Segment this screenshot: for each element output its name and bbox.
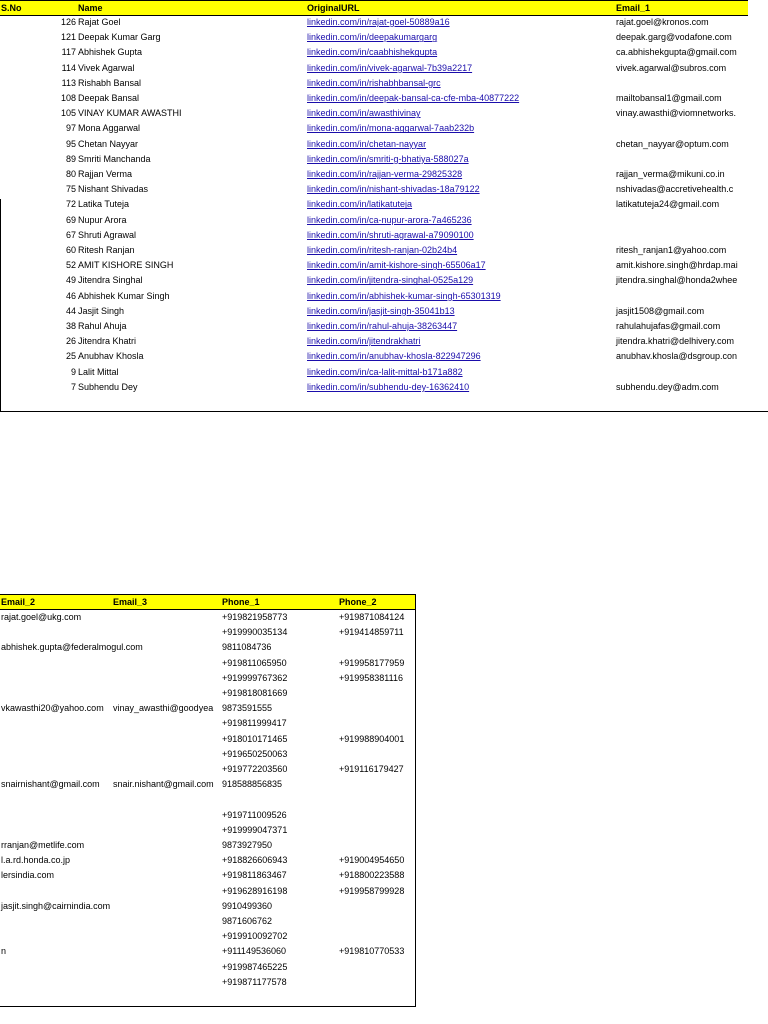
cell-name: Anubhav Khosla [78, 351, 144, 362]
cell-name: Deepak Kumar Garg [78, 32, 161, 43]
header-email-1: Email_1 [616, 3, 651, 13]
cell-phone-2: +919988904001 [339, 733, 405, 744]
cell-linkedin-link[interactable]: linkedin.com/in/jitendra-singhal-0525a129 [307, 275, 474, 286]
cell-linkedin-link[interactable]: linkedin.com/in/subhendu-dey-16362410 [307, 381, 470, 392]
cell-email-2: vkawasthi20@yahoo.com [1, 703, 104, 714]
cell-name: Rahul Ahuja [78, 321, 127, 331]
cell-phone-1: +919711009526 [222, 809, 287, 820]
cell-name: Ritesh Ranjan [78, 245, 135, 255]
cell-phone-1: +919811065950 [222, 657, 287, 668]
cell-name: Abhishek Gupta [78, 47, 143, 58]
cell-linkedin-link[interactable]: linkedin.com/in/deepak-bansal-ca-cfe-mba-40877222 [307, 93, 520, 103]
cell-email-2: n [1, 946, 7, 957]
header-phone-2: Phone_2 [339, 597, 377, 607]
cell-sno: 126 [60, 17, 76, 27]
cell-email-1: rajat.goel@kronos.com [616, 17, 709, 27]
cell-name: Deepak Bansal [78, 93, 140, 103]
cell-sno: 60 [65, 245, 76, 255]
cell-sno: 38 [65, 321, 76, 331]
cell-linkedin-link[interactable]: linkedin.com/in/mona-aggarwal-7aab232b [307, 123, 475, 134]
cell-sno: 80 [65, 169, 76, 179]
cell-sno: 49 [65, 275, 76, 286]
cell-email-1: subhendu.dey@adm.com [616, 381, 719, 392]
cell-phone-1: +918010171465 [222, 733, 288, 744]
cell-phone-1: +919871177578 [222, 976, 287, 987]
cell-sno: 26 [65, 336, 76, 347]
cell-email-2: jasjit.singh@cairnindia.com [1, 900, 111, 911]
cell-phone-1: +919811999417 [222, 718, 287, 729]
cell-name: Subhendu Dey [78, 381, 138, 392]
cell-phone-1: +919772203560 [222, 764, 288, 774]
cell-linkedin-link[interactable]: linkedin.com/in/ca-lalit-mittal-b171a882 [307, 366, 463, 377]
cell-linkedin-link[interactable]: linkedin.com/in/caabhishekgupta [307, 47, 438, 58]
cell-phone-1: +919987465225 [222, 961, 288, 972]
cell-email-1: mailtobansal1@gmail.com [616, 93, 722, 103]
cell-email-1: rahulahujafas@gmail.com [616, 321, 721, 331]
cell-email-1: ritesh_ranjan1@yahoo.com [616, 245, 727, 255]
cell-name: Chetan Nayyar [78, 138, 139, 149]
page1-header-row [0, 0, 748, 16]
sheet-page-2 [0, 594, 416, 1006]
cell-sno: 97 [65, 123, 76, 134]
cell-name: Vivek Agarwal [78, 62, 135, 73]
header-original-url: OriginalURL [307, 3, 360, 13]
cell-email-2: rranjan@metlife.com [1, 840, 85, 850]
cell-email-1: jitendra.khatri@delhivery.com [616, 336, 735, 347]
cell-linkedin-link[interactable]: linkedin.com/in/nishant-shivadas-18a79122 [307, 184, 480, 195]
cell-sno: 25 [65, 351, 76, 362]
cell-phone-2: +919958177959 [339, 657, 405, 668]
cell-sno: 9 [70, 366, 76, 377]
cell-phone-1: +919650250063 [222, 748, 288, 759]
sheet-page-1 [0, 0, 768, 412]
cell-phone-1: +919999767362 [222, 672, 288, 683]
cell-name: Mona Aggarwal [78, 123, 141, 134]
cell-linkedin-link[interactable]: linkedin.com/in/rahul-ahuja-38263447 [307, 321, 458, 331]
cell-phone-1: 9910499360 [222, 900, 273, 911]
cell-name: Rajjan Verma [78, 169, 133, 179]
cell-email-1: amit.kishore.singh@hrdap.mai [616, 260, 738, 271]
cell-email-1: vinay.awasthi@viomnetworks. [616, 108, 737, 119]
cell-name: Jasjit Singh [78, 305, 125, 316]
cell-phone-1: 9871606762 [222, 916, 273, 926]
cell-sno: 95 [65, 138, 76, 149]
cell-linkedin-link[interactable]: linkedin.com/in/anubhav-khosla-822947296 [307, 351, 481, 362]
cell-name: Shruti Agrawal [78, 229, 137, 240]
cell-phone-2: +919871084124 [339, 612, 405, 622]
cell-phone-2: +918800223588 [339, 870, 405, 881]
header-name: Name [78, 3, 103, 13]
cell-sno: 72 [65, 199, 76, 210]
cell-name: Rajat Goel [78, 17, 121, 27]
cell-sno: 69 [65, 214, 76, 225]
cell-phone-2: +919958799928 [339, 885, 405, 896]
cell-name: VINAY KUMAR AWASTHI [78, 108, 182, 119]
header-phone-1: Phone_1 [222, 597, 260, 607]
cell-sno: 46 [65, 290, 76, 301]
cell-phone-1: +919821958773 [222, 612, 288, 622]
cell-email-2: abhishek.gupta@federalmogul.com [1, 642, 143, 653]
cell-name: Lalit Mittal [78, 366, 119, 377]
cell-sno: 75 [65, 184, 76, 195]
cell-name: Rishabh Bansal [78, 77, 142, 88]
cell-linkedin-link[interactable]: linkedin.com/in/jitendrakhatri [307, 336, 421, 347]
cell-phone-1: +919910092702 [222, 931, 288, 942]
cell-linkedin-link[interactable]: linkedin.com/in/abhishek-kumar-singh-65301319 [307, 290, 501, 301]
cell-phone-2: +919004954650 [339, 855, 405, 866]
page2-header-row [0, 594, 416, 610]
cell-name: Jitendra Khatri [78, 336, 137, 347]
cell-email-1: jasjit1508@gmail.com [616, 305, 705, 316]
header-email-2: Email_2 [1, 597, 36, 607]
cell-phone-1: +919628916198 [222, 885, 288, 896]
cell-sno: 52 [65, 260, 76, 271]
cell-linkedin-link[interactable]: linkedin.com/in/rajat-goel-50889a16 [307, 17, 450, 27]
cell-name: Nupur Arora [78, 214, 127, 225]
cell-sno: 108 [60, 93, 76, 103]
cell-phone-2: +919116179427 [339, 764, 404, 774]
cell-phone-2: +919810770533 [339, 946, 405, 957]
cell-email-1: deepak.garg@vodafone.com [616, 32, 732, 43]
cell-email-1: jitendra.singhal@honda2whee [616, 275, 738, 286]
cell-email-1: nshivadas@accretivehealth.c [616, 184, 734, 195]
cell-name: AMIT KISHORE SINGH [78, 260, 174, 271]
cell-name: Jitendra Singhal [78, 275, 143, 286]
cell-email-2: rajat.goel@ukg.com [1, 612, 82, 622]
cell-sno: 89 [65, 153, 76, 164]
cell-phone-1: +919999047371 [222, 824, 288, 835]
cell-email-2: l.a.rd.honda.co.jp [1, 855, 71, 866]
cell-linkedin-link[interactable]: linkedin.com/in/awasthivinay [307, 108, 421, 119]
cell-email-3: vinay_awasthi@goodyea [113, 703, 214, 714]
cell-phone-1: +918826606943 [222, 855, 288, 866]
cell-phone-1: 918588856835 [222, 779, 283, 790]
cell-linkedin-link[interactable]: linkedin.com/in/ca-nupur-arora-7a465236 [307, 214, 472, 225]
cell-email-1: chetan_nayyar@optum.com [616, 138, 729, 149]
cell-email-1: vivek.agarwal@subros.com [616, 62, 727, 73]
cell-phone-1: 9873591555 [222, 703, 273, 714]
cell-linkedin-link[interactable]: linkedin.com/in/chetan-nayyar [307, 138, 427, 149]
cell-sno: 105 [60, 108, 76, 119]
cell-sno: 121 [60, 32, 76, 43]
header-sno: S.No [1, 3, 22, 13]
cell-phone-1: +919811863467 [222, 870, 287, 881]
cell-name: Nishant Shivadas [78, 184, 149, 195]
cell-sno: 113 [61, 77, 76, 88]
cell-email-3: snair.nishant@gmail.com [113, 779, 214, 790]
header-email-3: Email_3 [113, 597, 148, 607]
cell-name: Abhishek Kumar Singh [78, 290, 170, 301]
cell-linkedin-link[interactable]: linkedin.com/in/vivek-agarwal-7b39a2217 [307, 62, 473, 73]
cell-email-1: ca.abhishekgupta@gmail.com [616, 47, 737, 58]
cell-linkedin-link[interactable]: linkedin.com/in/rajjan-verma-29825328 [307, 169, 463, 179]
cell-name: Latika Tuteja [78, 199, 130, 210]
cell-email-1: rajjan_verma@mikuni.co.in [616, 169, 725, 179]
cell-linkedin-link[interactable]: linkedin.com/in/smriti-g-bhatiya-588027a [307, 153, 469, 164]
cell-email-2: snairnishant@gmail.com [1, 779, 100, 790]
cell-sno: 7 [70, 381, 76, 392]
cell-name: Smriti Manchanda [78, 153, 151, 164]
cell-linkedin-link[interactable]: linkedin.com/in/jasjit-singh-35041b13 [307, 305, 455, 316]
cell-phone-1: 9811084736 [222, 642, 272, 653]
cell-phone-1: 9873927950 [222, 840, 273, 850]
cell-phone-1: +919990035134 [222, 627, 288, 638]
cell-linkedin-link[interactable]: linkedin.com/in/amit-kishore-singh-65506a17 [307, 260, 486, 271]
cell-sno: 117 [61, 47, 76, 58]
cell-linkedin-link[interactable]: linkedin.com/in/ritesh-ranjan-02b24b4 [307, 245, 458, 255]
cell-sno: 114 [61, 62, 76, 73]
cell-sno: 44 [65, 305, 76, 316]
cell-phone-1: +911149536060 [222, 946, 286, 957]
cell-sno: 67 [65, 229, 76, 240]
cell-email-1: latikatuteja24@gmail.com [616, 199, 720, 210]
cell-phone-2: +919414859711 [339, 627, 404, 638]
cell-linkedin-link[interactable]: linkedin.com/in/latikatuteja [307, 199, 413, 210]
cell-linkedin-link[interactable]: linkedin.com/in/shruti-agrawal-a79090100 [307, 229, 474, 240]
cell-linkedin-link[interactable]: linkedin.com/in/deepakumargarg [307, 32, 438, 43]
cell-linkedin-link[interactable]: linkedin.com/in/rishabhbansal-grc [307, 77, 441, 88]
cell-email-1: anubhav.khosla@dsgroup.con [616, 351, 738, 362]
cell-phone-2: +919958381116 [339, 672, 403, 683]
cell-phone-1: +919818081669 [222, 688, 288, 698]
cell-email-2: lersindia.com [1, 870, 55, 881]
